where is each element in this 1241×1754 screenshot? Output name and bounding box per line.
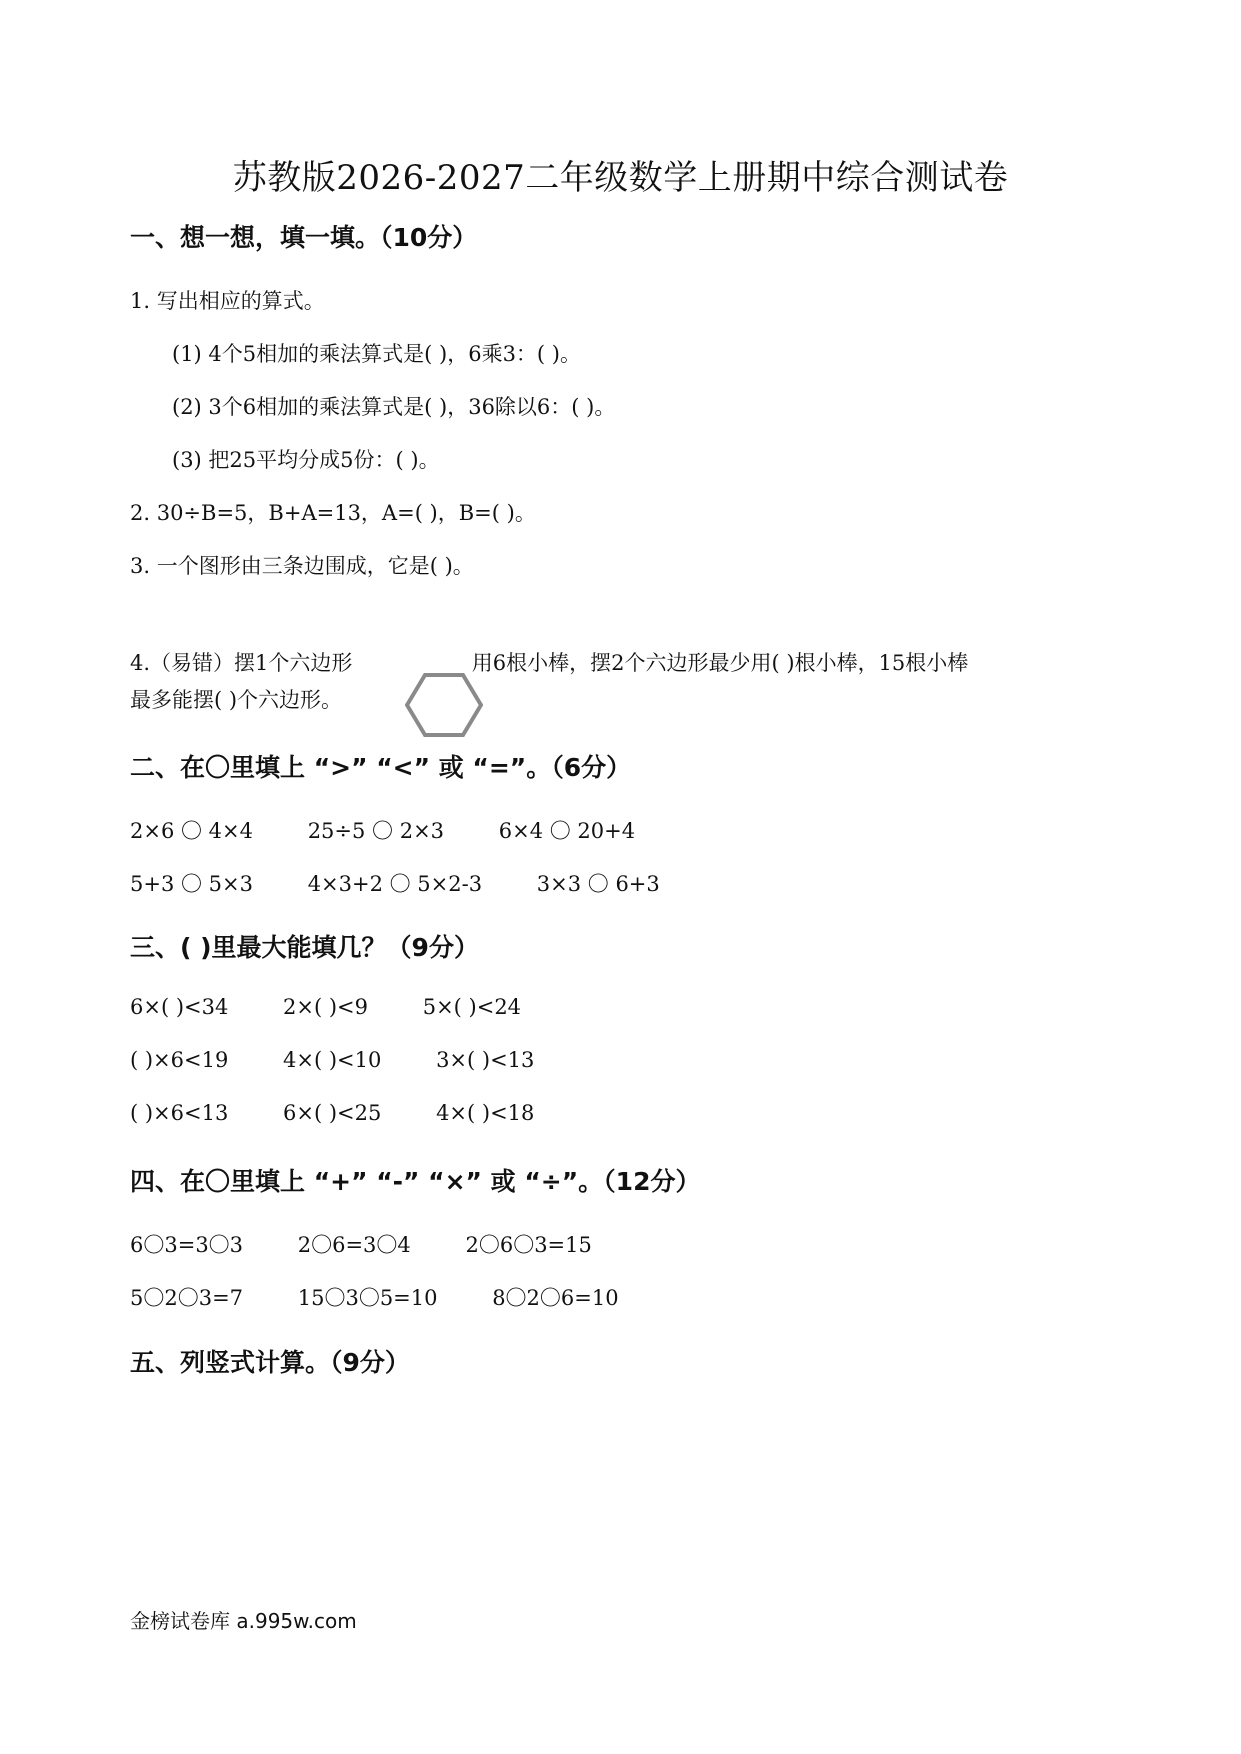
- max-fill-item: ( )×6<19: [130, 1048, 229, 1072]
- max-fill-item: 6×( )<34: [130, 995, 229, 1019]
- operator-row-2: [130, 1282, 667, 1312]
- question-3: 3. 一个图形由三条边围成，它是( )。: [130, 554, 474, 578]
- question-4-line-2: 最多能摆( )个六边形。: [130, 688, 343, 712]
- compare-item: 25÷5 〇 2×3: [307, 819, 445, 843]
- question-1-2: (2) 3个6相加的乘法算式是( )，36除以6：( )。: [172, 395, 616, 419]
- compare-row-1: [130, 815, 683, 845]
- compare-item: 2×6 〇 4×4: [130, 819, 253, 843]
- compare-item: 3×3 〇 6+3: [536, 872, 660, 896]
- question-4-part-2: 用6根小棒，摆2个六边形最少用( )根小棒，15根小棒: [471, 651, 969, 675]
- operator-row-1: [130, 1229, 640, 1259]
- max-fill-row-1: [130, 995, 569, 1019]
- max-fill-item: 4×( )<10: [283, 1048, 382, 1072]
- max-fill-item: 3×( )<13: [436, 1048, 535, 1072]
- max-fill-row-3: [130, 1101, 582, 1125]
- operator-item: 15〇3〇5=10: [297, 1286, 438, 1310]
- section-5-heading: 五、列竖式计算。（9分）: [130, 1348, 410, 1377]
- question-4-part-1: 4.（易错）摆1个六边形: [130, 651, 353, 675]
- section-2-heading: 二、在〇里填上 “>” “<” 或 “=”。（6分）: [130, 753, 632, 782]
- max-fill-item: 5×( )<24: [422, 995, 522, 1019]
- hexagon-icon: [405, 670, 483, 740]
- max-fill-item: ( )×6<13: [130, 1101, 229, 1125]
- compare-item: 6×4 〇 20+4: [498, 819, 636, 843]
- operator-item: 2〇6=3〇4: [297, 1233, 411, 1257]
- compare-item: 4×3+2 〇 5×2-3: [307, 872, 483, 896]
- question-4-line-1: [130, 647, 968, 677]
- question-1: 1. 写出相应的算式。: [130, 289, 325, 313]
- page-title: 苏教版2026-2027二年级数学上册期中综合测试卷: [232, 158, 1009, 198]
- operator-item: 2〇6〇3=15: [465, 1233, 592, 1257]
- operator-item: 8〇2〇6=10: [492, 1286, 619, 1310]
- question-2: 2. 30÷B=5，B+A=13，A=( )，B=( )。: [130, 501, 536, 525]
- compare-row-2: [130, 868, 708, 898]
- compare-item: 5+3 〇 5×3: [130, 872, 253, 896]
- operator-item: 5〇2〇3=7: [130, 1286, 244, 1310]
- question-1-1: (1) 4个5相加的乘法算式是( )，6乘3：( )。: [172, 342, 581, 366]
- max-fill-item: 2×( )<9: [283, 995, 369, 1019]
- operator-item: 6〇3=3〇3: [130, 1233, 244, 1257]
- question-1-3: (3) 把25平均分成5份：( )。: [172, 448, 440, 472]
- max-fill-item: 6×( )<25: [283, 1101, 382, 1125]
- section-3-heading: 三、( )里最大能填几？（9分）: [130, 933, 479, 962]
- section-1-heading: 一、想一想，填一填。（10分）: [130, 223, 478, 252]
- max-fill-item: 4×( )<18: [436, 1101, 535, 1125]
- max-fill-row-2: [130, 1048, 582, 1072]
- footer-source: 金榜试卷库 a.995w.com: [130, 1609, 357, 1633]
- section-4-heading: 四、在〇里填上 “+” “-” “×” 或 “÷”。（12分）: [130, 1167, 701, 1196]
